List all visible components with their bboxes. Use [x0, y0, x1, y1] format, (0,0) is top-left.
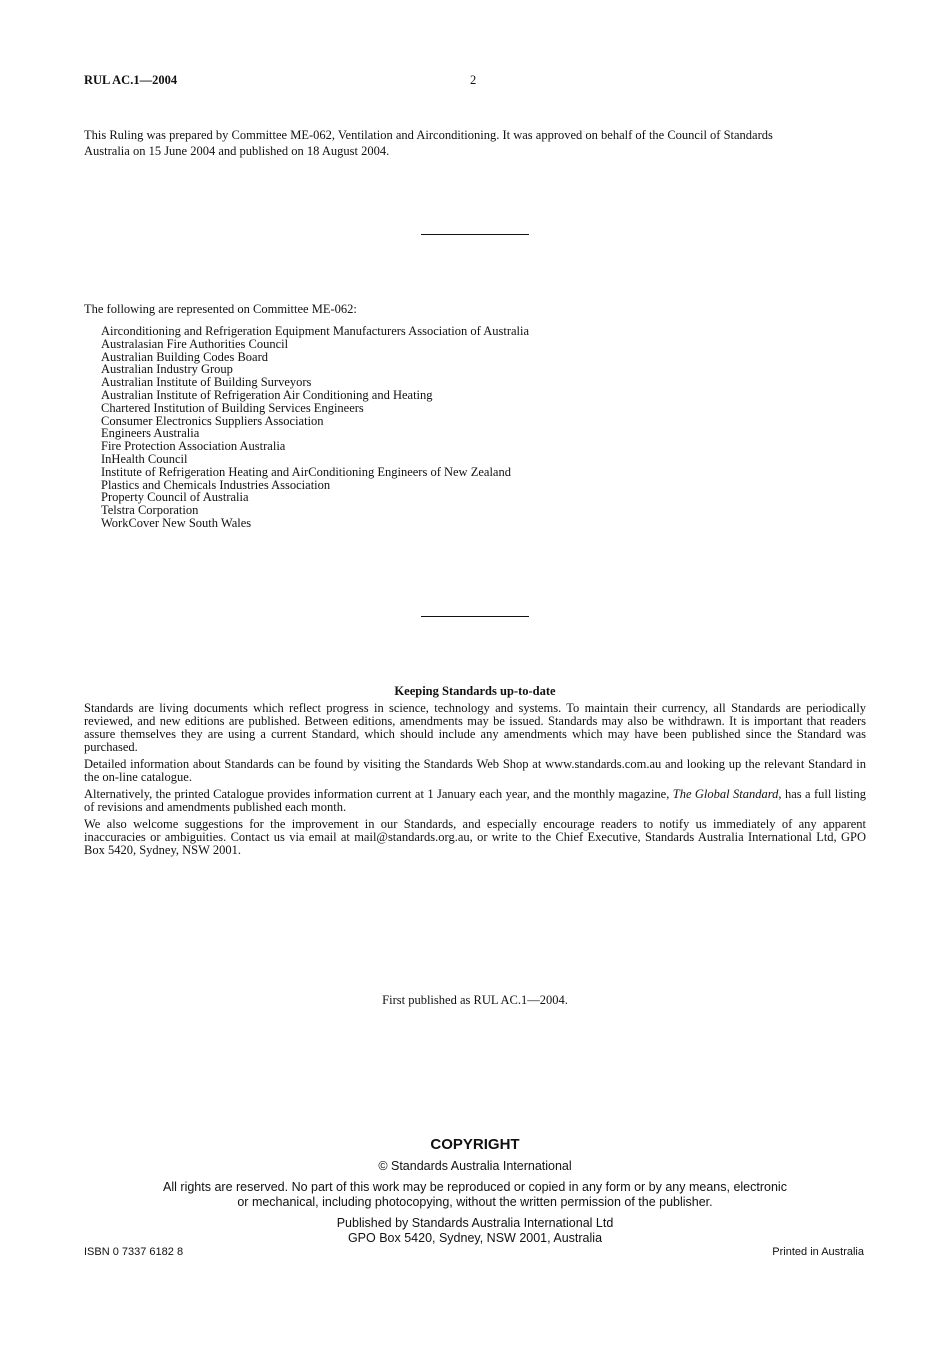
paragraph-3-text-after: , has a full listing of revisions and amendments published each month.	[84, 787, 866, 814]
rights-line-2: or mechanical, including photocopying, without the written permission of the publisher.	[237, 1195, 713, 1209]
preparation-note-line-2: Australia on 15 June 2004 and published on 18 August 2004.	[84, 143, 390, 158]
list-item: Chartered Institution of Building Services Engineers	[101, 400, 364, 415]
list-item: Property Council of Australia	[101, 490, 249, 505]
publisher-line-1: Published by Standards Australia International Ltd	[336, 1216, 614, 1230]
publisher-line-2: GPO Box 5420, Sydney, NSW 2001, Australia	[347, 1231, 603, 1245]
keeping-standards-paragraph-2: Detailed information about Standards can be found by visiting the Standards Web Shop at www.standards.com.au and looking up the relevant Standard in the on-line catalogue.	[84, 757, 866, 784]
page-number: 2	[470, 73, 477, 87]
list-item: InHealth Council	[101, 451, 188, 466]
rights-statement	[84, 1180, 866, 1210]
magazine-title: The Global Standard	[672, 787, 779, 801]
isbn: ISBN 0 7337 6182 8	[84, 1246, 184, 1258]
list-item: Institute of Refrigeration Heating and AirConditioning Engineers of New Zealand	[101, 464, 511, 479]
keeping-standards-paragraph-3	[84, 788, 866, 814]
preparation-note	[84, 128, 864, 159]
running-head: RUL AC.1—2004	[84, 73, 178, 87]
keeping-standards-paragraph-4: We also welcome suggestions for the improvement in our Standards, and especially encourage readers to notify us immediately of any apparent inaccuracies or ambiguities. Contact us via email at mail@standards.org.au, or write to the Chief Executive, Standards Australia International Ltd, GPO Box 5420, Sydney, NSW 2001.	[84, 817, 866, 857]
list-item: Australasian Fire Authorities Council	[101, 336, 289, 351]
preparation-note-line-1: This Ruling was prepared by Committee ME-062, Ventilation and Airconditioning. It was approved on behalf of the Council of Standards	[84, 128, 773, 142]
list-item: Plastics and Chemicals Industries Association	[101, 477, 331, 492]
keeping-standards-paragraph-1: Standards are living documents which reflect progress in science, technology and systems. To maintain their currency, all Standards are periodically reviewed, and new editions are published. Between editions, amendments may be issued. Standards may also be withdrawn. It is important that readers assure themselves they are using a current Standard, which should include any amendments which may have been published since the Standard was purchased.	[84, 701, 866, 754]
paragraph-3-text-before: Alternatively, the printed Catalogue provides information current at 1 January each year, and the monthly magazine,	[84, 787, 673, 801]
committee-member-list	[101, 325, 529, 530]
list-item: WorkCover New South Wales	[101, 515, 252, 530]
list-item: Australian Industry Group	[101, 362, 233, 377]
list-item: Consumer Electronics Suppliers Association	[101, 413, 324, 428]
printed-in: Printed in Australia	[772, 1246, 864, 1258]
list-item: Telstra Corporation	[101, 503, 199, 518]
list-item: Airconditioning and Refrigeration Equipment Manufacturers Association of Australia	[101, 324, 530, 338]
list-item: Australian Institute of Building Surveyors	[101, 375, 312, 390]
section-divider	[421, 234, 529, 235]
keeping-standards-body	[84, 702, 866, 861]
section-divider	[421, 616, 529, 617]
rights-line-1: All rights are reserved. No part of this work may be reproduced or copied in any form or by any means, electronic	[163, 1180, 787, 1194]
list-item: Australian Building Codes Board	[101, 349, 268, 364]
first-published-note: First published as RUL AC.1—2004.	[382, 993, 568, 1007]
copyright-owner: © Standards Australia International	[378, 1159, 572, 1173]
list-item: Fire Protection Association Australia	[101, 439, 286, 454]
keeping-standards-heading: Keeping Standards up-to-date	[394, 684, 556, 698]
list-item: Australian Institute of Refrigeration Air Conditioning and Heating	[101, 387, 433, 402]
copyright-heading: COPYRIGHT	[430, 1136, 520, 1153]
committee-intro: The following are represented on Committee ME-062:	[84, 302, 357, 316]
publisher-block	[84, 1216, 866, 1246]
list-item: Engineers Australia	[101, 426, 200, 441]
